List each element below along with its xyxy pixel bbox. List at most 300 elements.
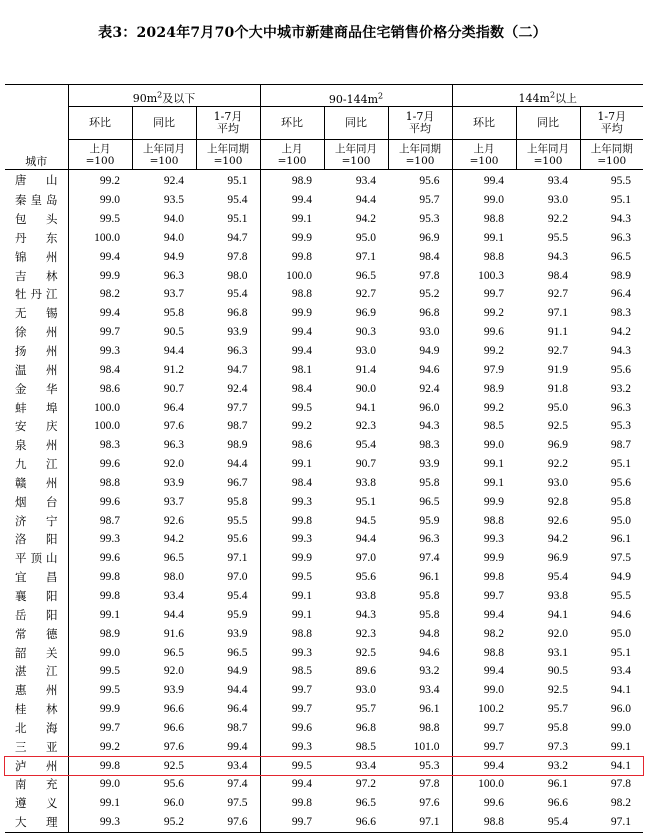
- table-row: [5, 530, 643, 549]
- index-value-cell: 95.5: [580, 170, 643, 191]
- city-cell: 九江: [15, 457, 58, 472]
- index-value-cell: 96.4: [163, 401, 184, 414]
- index-value-cell: 96.1: [610, 533, 632, 546]
- index-value-cell: 99.6: [452, 794, 516, 813]
- index-value-cell: 95.1: [355, 495, 377, 508]
- index-value-cell: 92.4: [132, 170, 196, 191]
- base-header-line1: 上年同期: [590, 142, 633, 155]
- index-value-cell: 98.7: [68, 511, 132, 530]
- index-value-cell: 96.8: [419, 307, 440, 320]
- index-value-cell: 95.4: [227, 589, 248, 602]
- index-value-cell: 99.7: [452, 587, 516, 606]
- index-value-cell: 95.8: [419, 608, 440, 621]
- index-value-cell: 96.4: [610, 288, 632, 301]
- index-value-cell: 99.4: [452, 756, 516, 775]
- index-value-cell: 94.5: [355, 514, 377, 527]
- index-value-cell: 95.8: [163, 307, 184, 320]
- index-value-cell: 99.4: [260, 775, 324, 794]
- index-value-cell: 95.6: [355, 571, 377, 584]
- indicator-header-line2: 平均: [217, 122, 239, 135]
- base-header-row: [5, 140, 643, 170]
- index-value-cell: 99.8: [260, 511, 324, 530]
- index-value-cell: 99.9: [452, 492, 516, 511]
- table-row: [5, 342, 643, 361]
- index-value-cell: 99.0: [68, 643, 132, 662]
- index-value-cell: 98.6: [260, 436, 324, 455]
- city-cell: 北海: [15, 720, 58, 735]
- index-value-cell: 99.5: [260, 568, 324, 587]
- index-value-cell: 99.3: [260, 737, 324, 756]
- city-cell: 常德: [15, 626, 58, 641]
- city-cell: 安庆: [15, 419, 58, 434]
- indicator-header-line1: 同比: [537, 116, 560, 129]
- index-value-cell: 96.5: [610, 250, 632, 263]
- index-value-cell: 98.4: [260, 379, 324, 398]
- index-value-cell: 94.9: [419, 345, 440, 358]
- city-cell: 三亚: [15, 739, 58, 754]
- index-value-cell: 91.9: [547, 363, 569, 376]
- index-value-cell: 97.1: [547, 307, 569, 320]
- index-value-cell: 91.6: [163, 627, 184, 640]
- index-value-cell: 94.9: [610, 571, 632, 584]
- index-value-cell: 99.7: [260, 700, 324, 719]
- city-cell: 岳阳: [15, 607, 58, 622]
- group-header-row: [5, 85, 643, 107]
- index-value-cell: 93.2: [547, 759, 569, 772]
- index-value-cell: 94.1: [547, 608, 569, 621]
- index-value-cell: 92.4: [419, 382, 440, 395]
- index-value-cell: 93.4: [516, 170, 580, 191]
- index-value-cell: 98.3: [68, 436, 132, 455]
- table-row: [5, 229, 643, 248]
- index-value-cell: 95.7: [355, 703, 377, 716]
- index-value-cell: 98.5: [260, 662, 324, 681]
- index-value-cell: 98.4: [419, 250, 440, 263]
- index-value-cell: 94.2: [610, 326, 632, 339]
- group-header-small: $90m^2$及以下: [68, 85, 260, 107]
- index-value-cell: 95.5: [547, 231, 569, 244]
- index-value-cell: 99.1: [610, 740, 632, 753]
- index-value-cell: 96.6: [547, 797, 569, 810]
- table-row: [5, 700, 643, 719]
- index-value-cell: 96.5: [163, 646, 184, 659]
- city-cell: 宜昌: [15, 570, 58, 585]
- base-header-line2: =100: [405, 154, 435, 167]
- index-value-cell: 97.6: [196, 813, 260, 832]
- index-value-cell: 99.8: [68, 756, 132, 775]
- index-value-cell: 99.6: [260, 718, 324, 737]
- city-cell: 烟台: [15, 494, 58, 509]
- index-value-cell: 96.6: [324, 813, 388, 832]
- index-value-cell: 93.9: [163, 476, 184, 489]
- city-cell: 丹东: [15, 230, 58, 245]
- index-value-cell: 99.2: [452, 342, 516, 361]
- city-cell: 锦州: [15, 249, 58, 264]
- index-value-cell: 97.3: [547, 740, 569, 753]
- base-header: [324, 140, 388, 170]
- city-cell: 泉州: [15, 438, 58, 453]
- index-value-cell: 99.6: [68, 492, 132, 511]
- index-value-cell: 99.8: [68, 568, 132, 587]
- city-cell: 牡丹江: [15, 287, 58, 302]
- index-value-cell: 98.8: [68, 474, 132, 493]
- indicator-header: [260, 107, 324, 140]
- index-value-cell: 94.9: [227, 665, 248, 678]
- index-value-cell: 96.6: [163, 703, 184, 716]
- index-value-cell: 96.9: [419, 231, 440, 244]
- indicator-header: [132, 107, 196, 140]
- index-value-cell: 99.7: [452, 718, 516, 737]
- index-value-cell: 91.2: [163, 363, 184, 376]
- city-cell: 济宁: [15, 513, 58, 528]
- index-value-cell: 98.2: [452, 624, 516, 643]
- table-row: [5, 756, 643, 775]
- index-value-cell: 94.1: [355, 401, 377, 414]
- base-header-line1: 上年同期: [399, 142, 442, 155]
- index-value-cell: 99.4: [452, 662, 516, 681]
- index-value-cell: 96.5: [227, 646, 248, 659]
- table-row: [5, 624, 643, 643]
- indicator-header: [452, 107, 516, 140]
- index-value-cell: 99.9: [68, 266, 132, 285]
- index-value-cell: 94.2: [355, 213, 377, 226]
- index-value-cell: 95.1: [196, 170, 260, 191]
- index-value-cell: 96.9: [547, 552, 569, 565]
- index-value-cell: 94.6: [610, 608, 632, 621]
- index-value-cell: 97.5: [610, 552, 632, 565]
- index-value-cell: 95.4: [547, 571, 569, 584]
- table-row: [5, 266, 643, 285]
- index-value-cell: 96.5: [355, 797, 377, 810]
- index-value-cell: 90.7: [163, 382, 184, 395]
- table-row: [5, 360, 643, 379]
- indicator-header-row: [5, 107, 643, 140]
- index-value-cell: 99.9: [260, 549, 324, 568]
- city-cell: 遵义: [15, 796, 58, 811]
- index-value-cell: 98.1: [260, 360, 324, 379]
- index-value-cell: 97.0: [227, 571, 248, 584]
- table-row: [5, 605, 643, 624]
- index-value-cell: 96.5: [355, 269, 377, 282]
- index-value-cell: 92.5: [355, 646, 377, 659]
- index-value-cell: 95.4: [227, 288, 248, 301]
- index-value-cell: 98.9: [452, 379, 516, 398]
- index-value-cell: 93.4: [324, 170, 388, 191]
- index-value-cell: 93.8: [355, 589, 377, 602]
- index-value-cell: 95.5: [227, 514, 248, 527]
- index-value-cell: 94.8: [419, 627, 440, 640]
- indicator-header-line1: 环比: [281, 116, 304, 129]
- index-value-cell: 92.6: [163, 514, 184, 527]
- index-value-cell: 97.9: [452, 360, 516, 379]
- city-cell: 蚌埠: [15, 400, 58, 415]
- index-value-cell: 99.4: [68, 304, 132, 323]
- index-value-cell: 93.7: [163, 495, 184, 508]
- index-value-cell: 93.0: [547, 194, 569, 207]
- index-value-cell: 101.0: [413, 740, 440, 753]
- index-value-cell: 95.8: [547, 721, 569, 734]
- index-value-cell: 100.2: [452, 700, 516, 719]
- base-header-line2: =100: [277, 154, 307, 167]
- index-value-cell: 98.8: [452, 643, 516, 662]
- index-value-cell: 99.3: [260, 530, 324, 549]
- city-cell: 唐山: [5, 170, 68, 191]
- index-value-cell: 97.1: [388, 813, 452, 832]
- indicator-header: [388, 107, 452, 140]
- indicator-header: [68, 107, 132, 140]
- index-value-cell: 99.3: [260, 643, 324, 662]
- table-row: [5, 813, 643, 832]
- base-header-line2: =100: [149, 154, 179, 167]
- index-value-cell: 90.7: [355, 458, 377, 471]
- index-value-cell: 94.9: [163, 250, 184, 263]
- base-header: [388, 140, 452, 170]
- index-value-cell: 95.6: [610, 363, 632, 376]
- index-value-cell: 98.0: [163, 571, 184, 584]
- index-value-cell: 97.6: [163, 740, 184, 753]
- base-header-line2: =100: [85, 154, 115, 167]
- index-value-cell: 97.4: [419, 552, 440, 565]
- index-value-cell: 94.4: [355, 533, 377, 546]
- index-value-cell: 99.7: [260, 813, 324, 832]
- table-row: [5, 794, 643, 813]
- index-value-cell: 98.0: [227, 269, 248, 282]
- index-value-cell: 95.0: [610, 514, 632, 527]
- index-value-cell: 100.0: [260, 266, 324, 285]
- table-body: [5, 170, 643, 833]
- index-value-cell: 92.5: [547, 684, 569, 697]
- index-value-cell: 99.4: [227, 740, 248, 753]
- table-row: [5, 568, 643, 587]
- table-row: [5, 417, 643, 436]
- index-value-cell: 90.5: [163, 326, 184, 339]
- index-value-cell: 94.1: [610, 684, 632, 697]
- index-value-cell: 98.8: [452, 813, 516, 832]
- base-header-line2: =100: [341, 154, 371, 167]
- index-value-cell: 99.6: [68, 455, 132, 474]
- base-header: [132, 140, 196, 170]
- index-value-cell: 99.3: [68, 530, 132, 549]
- table-row: [5, 455, 643, 474]
- index-value-cell: 94.3: [610, 345, 632, 358]
- index-value-cell: 91.4: [355, 363, 377, 376]
- index-value-cell: 92.0: [163, 665, 184, 678]
- index-value-cell: 95.8: [419, 476, 440, 489]
- table-row: [5, 549, 643, 568]
- index-value-cell: 92.2: [547, 213, 569, 226]
- index-value-cell: 93.2: [419, 665, 440, 678]
- index-value-cell: 98.2: [610, 797, 632, 810]
- index-value-cell: 99.3: [260, 492, 324, 511]
- index-value-cell: 99.8: [68, 587, 132, 606]
- table-row: [5, 323, 643, 342]
- city-cell: 桂林: [15, 702, 58, 717]
- index-value-cell: 97.1: [355, 250, 377, 263]
- base-header-line1: 上年同月: [527, 142, 570, 155]
- city-cell: 南充: [15, 777, 58, 792]
- index-value-cell: 94.6: [419, 646, 440, 659]
- index-value-cell: 95.2: [419, 288, 440, 301]
- index-value-cell: 99.0: [610, 721, 632, 734]
- index-value-cell: 96.0: [610, 703, 632, 716]
- index-value-cell: 99.2: [260, 417, 324, 436]
- index-value-cell: 96.4: [227, 703, 248, 716]
- index-value-cell: 95.3: [419, 213, 440, 226]
- city-cell: 包头: [15, 212, 58, 227]
- table-row: [5, 492, 643, 511]
- index-value-cell: 96.8: [355, 721, 377, 734]
- base-header-line1: 上月: [281, 142, 303, 155]
- index-value-cell: 98.4: [547, 269, 569, 282]
- page-title: 表3：2024年7月70个大中城市新建商品住宅销售价格分类指数（二）: [98, 25, 547, 41]
- base-header-line1: 上月: [473, 142, 495, 155]
- index-value-cell: 99.7: [260, 681, 324, 700]
- index-value-cell: 92.7: [355, 288, 377, 301]
- index-value-cell: 93.4: [610, 665, 632, 678]
- index-value-cell: 99.8: [452, 568, 516, 587]
- indicator-header-line2: 平均: [409, 122, 432, 135]
- index-value-cell: 99.0: [68, 775, 132, 794]
- index-value-cell: 97.4: [227, 778, 248, 791]
- index-value-cell: 99.1: [452, 474, 516, 493]
- index-value-cell: 99.6: [452, 323, 516, 342]
- index-value-cell: 96.6: [163, 721, 184, 734]
- index-value-cell: 96.7: [227, 476, 248, 489]
- index-value-cell: 93.1: [547, 646, 569, 659]
- indicator-header-line1: 1-7月: [213, 110, 243, 123]
- index-value-cell: 98.5: [355, 740, 377, 753]
- index-value-cell: 95.3: [610, 420, 632, 433]
- index-value-cell: 91.8: [547, 382, 569, 395]
- index-value-cell: 94.0: [163, 231, 184, 244]
- index-value-cell: 98.4: [260, 474, 324, 493]
- index-value-cell: 95.8: [227, 495, 248, 508]
- index-value-cell: 96.0: [163, 797, 184, 810]
- index-value-cell: 98.8: [452, 511, 516, 530]
- index-value-cell: 98.7: [227, 420, 248, 433]
- index-value-cell: 92.7: [547, 288, 569, 301]
- index-value-cell: 95.4: [516, 813, 580, 832]
- index-value-cell: 92.3: [355, 420, 377, 433]
- index-value-cell: 99.4: [452, 170, 516, 191]
- index-value-cell: 99.0: [68, 191, 132, 210]
- index-value-cell: 96.3: [610, 231, 632, 244]
- index-value-cell: 99.7: [452, 285, 516, 304]
- table-row: [5, 718, 643, 737]
- base-header-line2: =100: [597, 154, 627, 167]
- group-header-medium: $90-144m^2$: [260, 85, 452, 107]
- index-value-cell: 94.2: [163, 533, 184, 546]
- table-row: [5, 587, 643, 606]
- index-value-cell: 95.1: [227, 213, 248, 226]
- index-value-cell: 99.5: [260, 398, 324, 417]
- index-value-cell: 99.3: [68, 342, 132, 361]
- index-value-cell: 89.6: [355, 665, 377, 678]
- index-value-cell: 96.5: [419, 495, 440, 508]
- index-value-cell: 96.3: [163, 439, 184, 452]
- base-header: [260, 140, 324, 170]
- index-value-cell: 95.4: [355, 439, 377, 452]
- index-value-cell: 98.3: [610, 307, 632, 320]
- index-value-cell: 92.8: [547, 495, 569, 508]
- index-value-cell: 98.8: [260, 285, 324, 304]
- group-header-large: $144m^2$以上: [452, 85, 643, 107]
- table-row: [5, 436, 643, 455]
- index-value-cell: 96.3: [163, 269, 184, 282]
- index-value-cell: 94.6: [419, 363, 440, 376]
- index-value-cell: 95.0: [547, 401, 569, 414]
- table-row: [5, 170, 643, 191]
- index-value-cell: 94.0: [163, 213, 184, 226]
- city-cell: 赣州: [15, 475, 58, 490]
- index-value-cell: 93.9: [163, 684, 184, 697]
- indicator-header: [580, 107, 643, 140]
- index-value-cell: 97.6: [163, 420, 184, 433]
- index-value-cell: 92.2: [547, 458, 569, 471]
- index-value-cell: 92.3: [355, 627, 377, 640]
- index-value-cell: 97.1: [580, 813, 643, 832]
- table-row: [5, 398, 643, 417]
- index-value-cell: 98.9: [68, 624, 132, 643]
- table-row: [5, 681, 643, 700]
- city-cell: 金华: [15, 381, 58, 396]
- index-value-cell: 95.0: [610, 627, 632, 640]
- base-header-line2: =100: [213, 154, 243, 167]
- table-row: [5, 247, 643, 266]
- index-value-cell: 94.3: [547, 250, 569, 263]
- index-value-cell: 95.6: [227, 533, 248, 546]
- index-value-cell: 96.9: [547, 439, 569, 452]
- index-value-cell: 99.0: [452, 436, 516, 455]
- index-value-cell: 99.9: [68, 700, 132, 719]
- index-value-cell: 96.0: [419, 401, 440, 414]
- index-value-cell: 99.7: [68, 718, 132, 737]
- index-value-cell: 92.5: [163, 759, 184, 772]
- indicator-header-line1: 1-7月: [597, 110, 627, 123]
- index-value-cell: 99.9: [260, 304, 324, 323]
- index-value-cell: 97.8: [610, 778, 632, 791]
- index-value-cell: 96.3: [227, 345, 248, 358]
- index-value-cell: 99.1: [452, 229, 516, 248]
- index-value-cell: 93.0: [547, 476, 569, 489]
- index-value-cell: 99.1: [68, 794, 132, 813]
- index-value-cell: 98.8: [452, 210, 516, 229]
- city-column-header: 城市: [5, 85, 68, 170]
- index-value-cell: 94.4: [227, 684, 248, 697]
- index-value-cell: 95.1: [610, 458, 632, 471]
- index-value-cell: 98.3: [419, 439, 440, 452]
- index-value-cell: 99.1: [260, 210, 324, 229]
- index-value-cell: 93.0: [355, 345, 377, 358]
- index-value-cell: 95.2: [132, 813, 196, 832]
- index-value-cell: 92.0: [547, 627, 569, 640]
- index-value-cell: 95.7: [547, 703, 569, 716]
- index-value-cell: 95.4: [227, 194, 248, 207]
- table-row: [5, 379, 643, 398]
- index-value-cell: 94.4: [227, 458, 248, 471]
- index-value-cell: 96.3: [610, 401, 632, 414]
- index-value-cell: 97.5: [227, 797, 248, 810]
- index-value-cell: 97.8: [419, 778, 440, 791]
- index-value-cell: 98.8: [419, 721, 440, 734]
- index-value-cell: 95.3: [419, 759, 440, 772]
- table-row: [5, 662, 643, 681]
- index-value-cell: 97.2: [355, 778, 377, 791]
- index-value-cell: 99.8: [260, 794, 324, 813]
- index-value-cell: 96.5: [163, 552, 184, 565]
- base-header-line1: 上年同月: [143, 142, 185, 155]
- index-value-cell: 97.8: [419, 269, 440, 282]
